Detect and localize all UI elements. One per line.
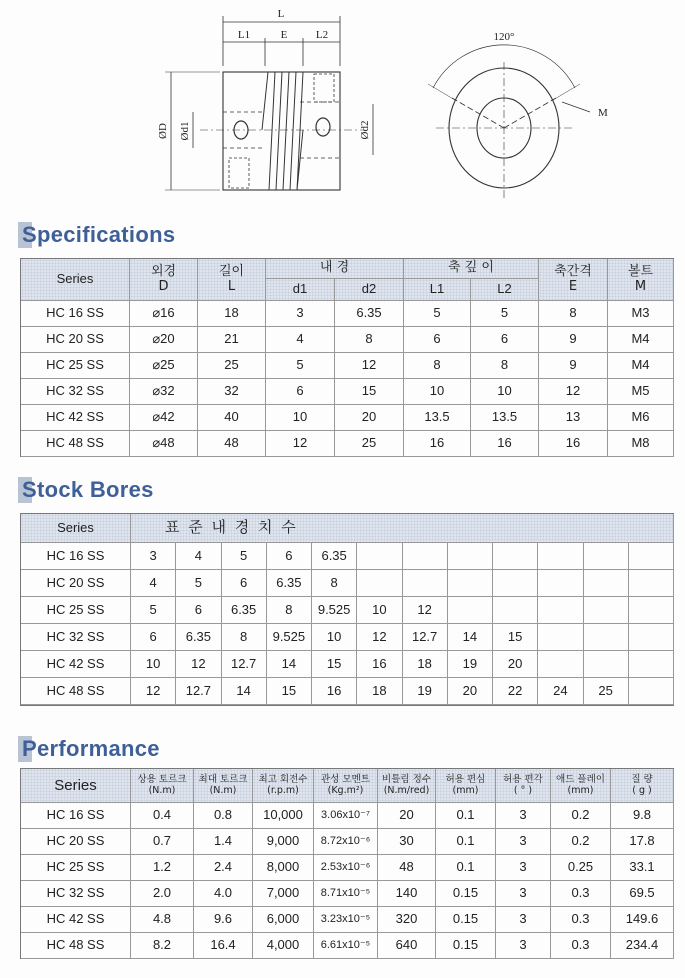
header-label: 허용 편심 <box>445 773 486 785</box>
spec-cell: ⌀16 <box>130 301 198 327</box>
header-symbol: M <box>634 278 647 294</box>
spec-cell: 18 <box>198 301 266 327</box>
header-label: 상용 토르크 <box>137 773 187 785</box>
angle-label: 120° <box>493 31 515 43</box>
performance-cell: 0.15 <box>436 907 496 933</box>
bore-cell: 9.525 <box>267 624 312 651</box>
performance-cell: 1.4 <box>194 829 253 855</box>
performance-cell: 149.6 <box>611 907 674 933</box>
spec-cell: 16 <box>471 431 539 457</box>
header-shaft-depth: 축 깊 이 <box>404 259 539 279</box>
series-cell: HC 48 SS <box>21 431 130 457</box>
header-bore: 내 경 <box>266 259 404 279</box>
bore-cell: 5 <box>176 570 221 597</box>
performance-cell: 10,000 <box>253 803 314 829</box>
series-cell: HC 16 SS <box>21 543 131 570</box>
header-column <box>131 769 194 803</box>
bore-cell: 12 <box>357 624 402 651</box>
bore-cell: 6.35 <box>312 543 357 570</box>
performance-cell: 1.2 <box>131 855 194 881</box>
dim-E: E <box>280 29 288 41</box>
series-cell: HC 48 SS <box>21 678 131 705</box>
performance-cell: 6,000 <box>253 907 314 933</box>
header-unit: (mm) <box>452 784 479 796</box>
spec-cell: 20 <box>335 405 404 431</box>
spec-cell: 10 <box>266 405 335 431</box>
spec-cell: 5 <box>471 301 539 327</box>
performance-title <box>22 736 160 762</box>
header-standard-bores: 표 준 내 경 치 수 <box>131 514 674 543</box>
bore-cell <box>357 543 402 570</box>
header-label: 애드 플레이 <box>556 773 605 785</box>
spec-cell: ⌀25 <box>130 353 198 379</box>
performance-cell: 0.2 <box>551 829 611 855</box>
bore-cell <box>538 597 583 624</box>
spec-cell: 12 <box>266 431 335 457</box>
coupling-drawing <box>0 0 685 210</box>
performance-cell: 0.1 <box>436 855 496 881</box>
specifications-title-text: Specifications <box>22 222 176 247</box>
header-unit: (N.m/red) <box>383 784 430 796</box>
spec-cell: M4 <box>608 327 674 353</box>
performance-cell: 8.72x10⁻⁶ <box>314 829 378 855</box>
header-unit: ( ° ) <box>513 784 533 796</box>
bolt-label: M <box>598 107 608 119</box>
header-symbol: E <box>568 278 578 294</box>
header-column <box>194 769 253 803</box>
header-unit: (N.m) <box>148 784 176 796</box>
spec-cell: 6 <box>404 327 471 353</box>
bore-cell: 20 <box>493 651 538 678</box>
header-column <box>314 769 378 803</box>
bore-cell <box>629 678 674 705</box>
spec-cell: 8 <box>404 353 471 379</box>
performance-cell: 140 <box>378 881 436 907</box>
header-ko: 외경 <box>150 263 177 279</box>
bore-cell: 12.7 <box>222 651 267 678</box>
header-L1: L1 <box>404 279 471 301</box>
series-cell: HC 20 SS <box>21 829 131 855</box>
header-series: Series <box>21 259 130 301</box>
series-cell: HC 20 SS <box>21 570 131 597</box>
performance-cell: 0.1 <box>436 803 496 829</box>
header-label: 최고 회전수 <box>258 773 308 785</box>
bore-cell <box>629 597 674 624</box>
bore-cell: 6 <box>131 624 176 651</box>
bore-cell: 15 <box>312 651 357 678</box>
bore-cell: 10 <box>357 597 402 624</box>
bore-cell <box>538 624 583 651</box>
performance-cell: 4,000 <box>253 933 314 959</box>
dim-d2: Ød2 <box>359 120 371 140</box>
bore-cell: 22 <box>493 678 538 705</box>
performance-cell: 320 <box>378 907 436 933</box>
bore-cell: 24 <box>538 678 583 705</box>
header-label: 허용 편각 <box>503 773 543 785</box>
header-L2: L2 <box>471 279 539 301</box>
header-series: Series <box>21 514 131 543</box>
bore-cell: 6 <box>176 597 221 624</box>
bore-cell: 5 <box>131 597 176 624</box>
performance-cell: 0.8 <box>194 803 253 829</box>
performance-cell: 4.8 <box>131 907 194 933</box>
spec-cell: ⌀32 <box>130 379 198 405</box>
spec-cell: M8 <box>608 431 674 457</box>
bore-cell: 12.7 <box>403 624 448 651</box>
spec-cell: 3 <box>266 301 335 327</box>
performance-cell: 234.4 <box>611 933 674 959</box>
performance-cell: 640 <box>378 933 436 959</box>
series-cell: HC 25 SS <box>21 597 131 624</box>
header-unit: (N.m) <box>209 784 237 796</box>
bore-cell: 19 <box>403 678 448 705</box>
bore-cell: 5 <box>222 543 267 570</box>
header-label: 최대 토르크 <box>198 773 248 785</box>
header-outer-diameter <box>130 259 198 301</box>
bore-cell: 6 <box>267 543 312 570</box>
performance-cell: 8,000 <box>253 855 314 881</box>
bore-cell: 8 <box>222 624 267 651</box>
header-column <box>611 769 674 803</box>
header-column <box>378 769 436 803</box>
bore-cell <box>448 543 493 570</box>
spec-cell: M6 <box>608 405 674 431</box>
spec-cell: 10 <box>471 379 539 405</box>
spec-cell: 4 <box>266 327 335 353</box>
performance-cell: 3 <box>496 855 551 881</box>
spec-cell: 13.5 <box>471 405 539 431</box>
header-column <box>496 769 551 803</box>
spec-cell: ⌀42 <box>130 405 198 431</box>
spec-cell: M5 <box>608 379 674 405</box>
header-symbol: L <box>227 278 236 294</box>
spec-cell: 6 <box>471 327 539 353</box>
series-cell: HC 32 SS <box>21 379 130 405</box>
performance-cell: 8.2 <box>131 933 194 959</box>
bore-cell <box>584 543 629 570</box>
spec-cell: 13.5 <box>404 405 471 431</box>
dim-D: ØD <box>157 123 169 139</box>
header-series: Series <box>21 769 131 803</box>
header-ko: 볼트 <box>627 263 654 279</box>
bore-cell: 14 <box>222 678 267 705</box>
performance-cell: 16.4 <box>194 933 253 959</box>
header-length <box>198 259 266 301</box>
bore-cell <box>584 597 629 624</box>
specifications-title <box>22 222 175 248</box>
spec-cell: ⌀48 <box>130 431 198 457</box>
performance-cell: 7,000 <box>253 881 314 907</box>
series-cell: HC 42 SS <box>21 651 131 678</box>
header-label: 비틀림 정수 <box>382 773 431 785</box>
bore-cell: 12.7 <box>176 678 221 705</box>
header-label: 관성 모멘트 <box>321 773 370 785</box>
bore-cell <box>493 543 538 570</box>
bore-cell <box>538 543 583 570</box>
dim-L1: L1 <box>237 29 251 41</box>
bore-cell <box>493 597 538 624</box>
dim-d1: Ød1 <box>179 121 191 141</box>
spec-cell: 40 <box>198 405 266 431</box>
series-cell: HC 25 SS <box>21 353 130 379</box>
bore-cell: 19 <box>448 651 493 678</box>
performance-cell: 0.4 <box>131 803 194 829</box>
bore-cell: 12 <box>403 597 448 624</box>
bore-cell <box>629 624 674 651</box>
spec-cell: 16 <box>539 431 608 457</box>
spec-cell: 5 <box>404 301 471 327</box>
bore-cell <box>357 570 402 597</box>
performance-cell: 8.71x10⁻⁵ <box>314 881 378 907</box>
performance-cell: 0.15 <box>436 881 496 907</box>
performance-cell: 33.1 <box>611 855 674 881</box>
spec-cell: 15 <box>335 379 404 405</box>
bore-cell: 16 <box>357 651 402 678</box>
bore-cell <box>448 570 493 597</box>
front-view <box>157 8 373 190</box>
stock-bores-title <box>22 477 154 503</box>
specifications-table <box>20 258 674 457</box>
bore-cell <box>584 624 629 651</box>
spec-cell: 16 <box>404 431 471 457</box>
stock-bores-table <box>20 513 674 706</box>
performance-cell: 3.23x10⁻⁵ <box>314 907 378 933</box>
bore-cell: 4 <box>176 543 221 570</box>
header-symbol: D <box>158 278 169 294</box>
performance-cell: 2.4 <box>194 855 253 881</box>
bore-cell: 10 <box>312 624 357 651</box>
spec-cell: ⌀20 <box>130 327 198 353</box>
header-column <box>253 769 314 803</box>
performance-cell: 3 <box>496 907 551 933</box>
bore-cell: 14 <box>448 624 493 651</box>
header-gap <box>539 259 608 301</box>
performance-cell: 9,000 <box>253 829 314 855</box>
performance-cell: 3 <box>496 881 551 907</box>
header-unit: (r.p.m) <box>267 784 299 796</box>
series-cell: HC 25 SS <box>21 855 131 881</box>
spec-cell: M3 <box>608 301 674 327</box>
bore-cell: 6 <box>222 570 267 597</box>
bore-cell <box>584 570 629 597</box>
bore-cell: 8 <box>267 597 312 624</box>
performance-cell: 17.8 <box>611 829 674 855</box>
stock-bores-title-text: Stock Bores <box>22 477 154 502</box>
performance-cell: 6.61x10⁻⁵ <box>314 933 378 959</box>
bore-cell <box>403 543 448 570</box>
header-column <box>551 769 611 803</box>
header-d2: d2 <box>335 279 404 301</box>
spec-cell: 25 <box>198 353 266 379</box>
performance-cell: 0.3 <box>551 933 611 959</box>
performance-cell: 0.15 <box>436 933 496 959</box>
spec-cell: 8 <box>471 353 539 379</box>
spec-cell: 6 <box>266 379 335 405</box>
performance-cell: 20 <box>378 803 436 829</box>
spec-cell: 5 <box>266 353 335 379</box>
series-cell: HC 48 SS <box>21 933 131 959</box>
series-cell: HC 16 SS <box>21 803 131 829</box>
spec-cell: 9 <box>539 353 608 379</box>
bore-cell: 3 <box>131 543 176 570</box>
performance-cell: 0.25 <box>551 855 611 881</box>
spec-cell: M4 <box>608 353 674 379</box>
spec-cell: 12 <box>335 353 404 379</box>
header-unit: (mm) <box>567 784 594 796</box>
header-ko: 길이 <box>218 263 245 279</box>
spec-cell: 48 <box>198 431 266 457</box>
spec-cell: 9 <box>539 327 608 353</box>
bore-cell: 12 <box>131 678 176 705</box>
performance-cell: 9.8 <box>611 803 674 829</box>
performance-cell: 69.5 <box>611 881 674 907</box>
bore-cell: 9.525 <box>312 597 357 624</box>
header-label: 질 량 <box>631 773 653 785</box>
bore-cell <box>629 651 674 678</box>
spec-cell: 21 <box>198 327 266 353</box>
spec-cell: 12 <box>539 379 608 405</box>
bore-cell: 4 <box>131 570 176 597</box>
series-cell: HC 42 SS <box>21 907 131 933</box>
performance-cell: 3 <box>496 803 551 829</box>
spec-cell: 32 <box>198 379 266 405</box>
performance-cell: 3 <box>496 829 551 855</box>
header-d1: d1 <box>266 279 335 301</box>
spec-cell: 8 <box>335 327 404 353</box>
bore-cell: 25 <box>584 678 629 705</box>
bore-cell <box>584 651 629 678</box>
bore-cell: 14 <box>267 651 312 678</box>
series-cell: HC 16 SS <box>21 301 130 327</box>
bore-cell: 16 <box>312 678 357 705</box>
dim-L2: L2 <box>315 29 329 41</box>
performance-cell: 3.06x10⁻⁷ <box>314 803 378 829</box>
performance-cell: 30 <box>378 829 436 855</box>
bore-cell <box>629 570 674 597</box>
bore-cell <box>538 651 583 678</box>
spec-cell: 10 <box>404 379 471 405</box>
bore-cell: 6.35 <box>222 597 267 624</box>
bore-cell <box>493 570 538 597</box>
bore-cell <box>448 597 493 624</box>
performance-cell: 0.3 <box>551 881 611 907</box>
bore-cell: 18 <box>403 651 448 678</box>
bore-cell: 20 <box>448 678 493 705</box>
spec-cell: 6.35 <box>335 301 404 327</box>
performance-title-text: Performance <box>22 736 160 761</box>
performance-cell: 0.2 <box>551 803 611 829</box>
performance-cell: 0.1 <box>436 829 496 855</box>
header-unit: (Kg.m²) <box>327 784 364 796</box>
header-ko: 축간격 <box>554 263 592 279</box>
performance-cell: 4.0 <box>194 881 253 907</box>
bore-cell <box>538 570 583 597</box>
bore-cell: 15 <box>493 624 538 651</box>
header-unit: ( g ) <box>632 784 652 796</box>
series-cell: HC 20 SS <box>21 327 130 353</box>
performance-table <box>20 768 674 959</box>
dim-L: L <box>277 8 285 20</box>
bore-cell: 6.35 <box>267 570 312 597</box>
header-bolt <box>608 259 674 301</box>
series-cell: HC 32 SS <box>21 881 131 907</box>
bore-cell: 8 <box>312 570 357 597</box>
bore-cell: 12 <box>176 651 221 678</box>
header-column <box>436 769 496 803</box>
bore-cell: 15 <box>267 678 312 705</box>
performance-cell: 2.53x10⁻⁶ <box>314 855 378 881</box>
side-view <box>428 31 608 198</box>
spec-cell: 25 <box>335 431 404 457</box>
bore-cell: 18 <box>357 678 402 705</box>
performance-cell: 3 <box>496 933 551 959</box>
performance-cell: 0.3 <box>551 907 611 933</box>
performance-cell: 0.7 <box>131 829 194 855</box>
bore-cell: 6.35 <box>176 624 221 651</box>
bore-cell <box>629 543 674 570</box>
series-cell: HC 42 SS <box>21 405 130 431</box>
performance-cell: 2.0 <box>131 881 194 907</box>
series-cell: HC 32 SS <box>21 624 131 651</box>
performance-cell: 9.6 <box>194 907 253 933</box>
bore-cell: 10 <box>131 651 176 678</box>
spec-cell: 13 <box>539 405 608 431</box>
bore-cell <box>403 570 448 597</box>
performance-cell: 48 <box>378 855 436 881</box>
spec-cell: 8 <box>539 301 608 327</box>
